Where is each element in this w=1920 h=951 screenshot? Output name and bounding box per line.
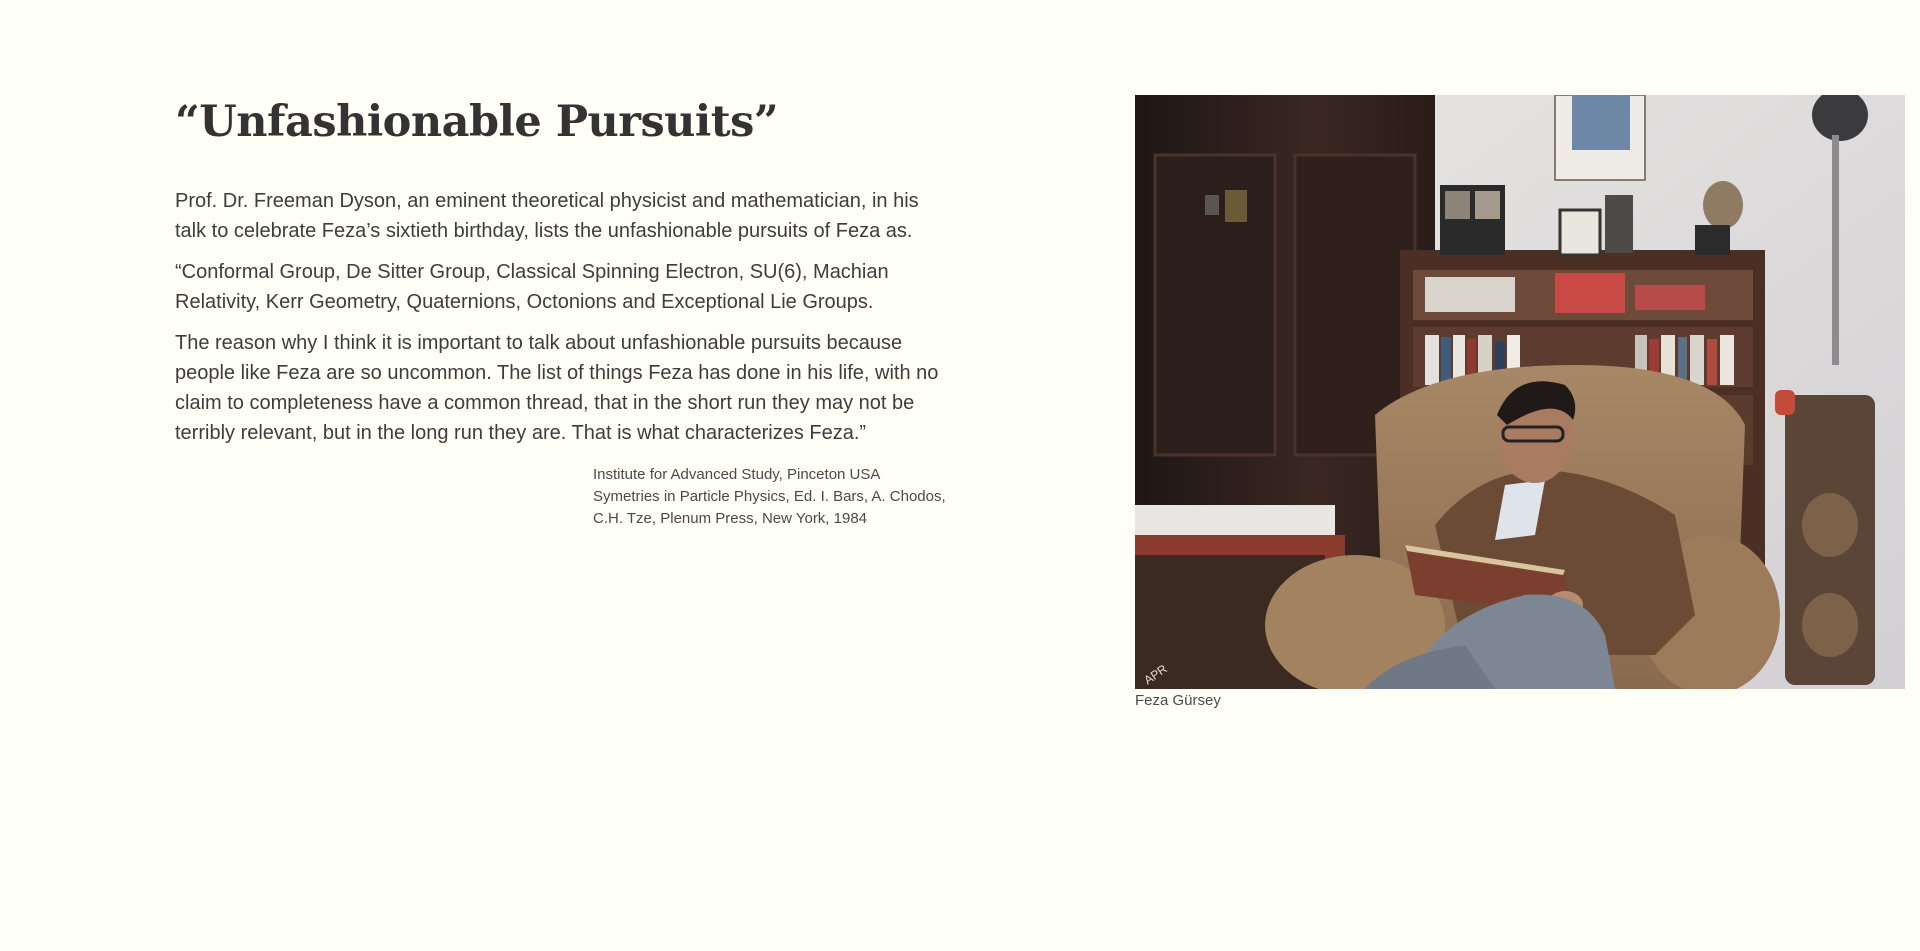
citation-line: C.H. Tze, Plenum Press, New York, 1984 xyxy=(593,510,868,527)
intro-paragraph: Prof. Dr. Freeman Dyson, an eminent theoretical physicist and mathematician, in his talk to celebrate Feza’s sixtieth birthday, lists the unfashionable pursuits of Feza as. xyxy=(175,190,919,242)
quote-list-paragraph: “Conformal Group, De Sitter Group, Classical Spinning Electron, SU(6), Machian Relativity, Kerr Geometry, Quaternions, Octonions and Exceptional Lie Groups. xyxy=(175,261,889,313)
article xyxy=(175,92,945,530)
photo-figure xyxy=(1135,95,1905,712)
citation-line: Symetries in Particle Physics, Ed. I. Bars, A. Chodos, xyxy=(593,488,946,505)
quote-reason-paragraph: The reason why I think it is important to talk about unfashionable pursuits because people like Feza are so uncommon. The list of things Feza has done in his life, with no claim to completeness have a common thread, that in the short run they may not be terribly relevant, but in the long run they are. That is what characterizes Feza.” xyxy=(175,332,939,444)
citation xyxy=(593,464,945,530)
page-title: “Unfashionable Pursuits” xyxy=(175,97,779,147)
feza-gursey-photo xyxy=(1135,95,1905,689)
photo-caption: Feza Gürsey xyxy=(1135,692,1221,709)
photo-date-stamp: APR xyxy=(1141,661,1170,688)
citation-line: Institute for Advanced Study, Pinceton USA xyxy=(593,466,881,483)
